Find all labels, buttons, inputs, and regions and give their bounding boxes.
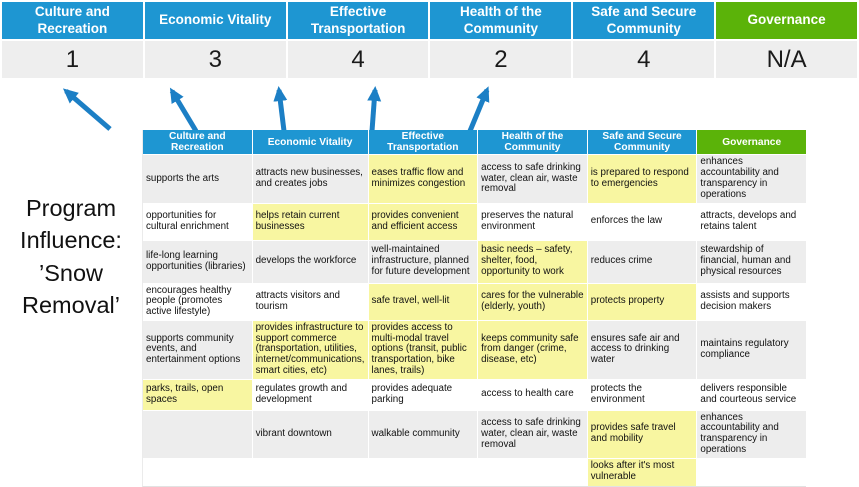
scoreboard-score-health-of-the-community: 2 bbox=[430, 41, 571, 78]
matrix-cell-safe-and-secure-community: looks after it's most vulnerable bbox=[588, 459, 697, 486]
matrix-header-culture-and-recreation: Culture and Recreation bbox=[143, 130, 252, 154]
scoreboard-header-culture-and-recreation: Culture and Recreation bbox=[2, 2, 143, 39]
scoreboard-score-effective-transportation: 4 bbox=[288, 41, 429, 78]
matrix-cell-economic-vitality: provides infrastructure to support commerce (transportation, utilities, internet/communications, smart cities, etc) bbox=[253, 321, 368, 379]
scoreboard-header-health-of-the-community: Health of the Community bbox=[430, 2, 571, 39]
arrow-lines bbox=[66, 90, 487, 131]
matrix-cell-governance: enhances accountability and transparency in operations bbox=[697, 411, 806, 458]
matrix-cell-economic-vitality: attracts visitors and tourism bbox=[253, 284, 368, 320]
matrix-cell-culture-and-recreation: encourages healthy people (promotes active lifestyle) bbox=[143, 284, 252, 320]
matrix-header-safe-and-secure-community: Safe and Secure Community bbox=[588, 130, 697, 154]
matrix-cell-culture-and-recreation: parks, trails, open spaces bbox=[143, 380, 252, 410]
matrix-cell-governance: stewardship of financial, human and physical resources bbox=[697, 241, 806, 283]
matrix-cell-effective-transportation: eases traffic flow and minimizes congestion bbox=[369, 155, 478, 202]
matrix-cell-effective-transportation: well-maintained infrastructure, planned for future development bbox=[369, 241, 478, 283]
matrix-header-economic-vitality: Economic Vitality bbox=[253, 130, 368, 154]
matrix-cell-effective-transportation bbox=[369, 459, 478, 486]
matrix-cell-economic-vitality: vibrant downtown bbox=[253, 411, 368, 458]
matrix-header-health-of-the-community: Health of the Community bbox=[478, 130, 587, 154]
influence-arrows bbox=[0, 80, 859, 135]
matrix-cell-governance: assists and supports decision makers bbox=[697, 284, 806, 320]
matrix-cell-culture-and-recreation: supports the arts bbox=[143, 155, 252, 202]
matrix-cell-health-of-the-community bbox=[478, 459, 587, 486]
matrix-cell-effective-transportation: provides adequate parking bbox=[369, 380, 478, 410]
matrix-cell-economic-vitality: helps retain current businesses bbox=[253, 204, 368, 240]
matrix-cell-safe-and-secure-community: provides safe travel and mobility bbox=[588, 411, 697, 458]
program-influence-title: Program Influence: ’Snow Removal’ bbox=[20, 195, 122, 319]
scoreboard-header-safe-and-secure-community: Safe and Secure Community bbox=[573, 2, 714, 39]
matrix-cell-safe-and-secure-community: enforces the law bbox=[588, 204, 697, 240]
scoreboard-score-economic-vitality: 3 bbox=[145, 41, 286, 78]
matrix-cell-safe-and-secure-community: is prepared to respond to emergencies bbox=[588, 155, 697, 202]
matrix-cell-effective-transportation: provides access to multi-modal travel options (transit, public transportation, bike lanes, trails) bbox=[369, 321, 478, 379]
scoreboard-score-safe-and-secure-community: 4 bbox=[573, 41, 714, 78]
matrix-cell-culture-and-recreation: opportunities for cultural enrichment bbox=[143, 204, 252, 240]
benefit-matrix-table bbox=[142, 130, 806, 487]
matrix-cell-culture-and-recreation: life-long learning opportunities (libraries) bbox=[143, 241, 252, 283]
matrix-cell-governance: maintains regulatory compliance bbox=[697, 321, 806, 379]
matrix-header-effective-transportation: Effective Transportation bbox=[369, 130, 478, 154]
scoreboard-header-economic-vitality: Economic Vitality bbox=[145, 2, 286, 39]
scoreboard bbox=[2, 2, 857, 78]
matrix-cell-economic-vitality: regulates growth and development bbox=[253, 380, 368, 410]
matrix-cell-safe-and-secure-community: protects the environment bbox=[588, 380, 697, 410]
scoreboard-score-culture-and-recreation: 1 bbox=[2, 41, 143, 78]
matrix-cell-health-of-the-community: cares for the vulnerable (elderly, youth) bbox=[478, 284, 587, 320]
matrix-cell-health-of-the-community: access to health care bbox=[478, 380, 587, 410]
matrix-cell-safe-and-secure-community: reduces crime bbox=[588, 241, 697, 283]
matrix-cell-health-of-the-community: keeps community safe from danger (crime, disease, etc) bbox=[478, 321, 587, 379]
matrix-cell-effective-transportation: provides convenient and efficient access bbox=[369, 204, 478, 240]
matrix-cell-health-of-the-community: basic needs – safety, shelter, food, opportunity to work bbox=[478, 241, 587, 283]
matrix-cell-governance: attracts, develops and retains talent bbox=[697, 204, 806, 240]
matrix-cell-governance: delivers responsible and courteous service bbox=[697, 380, 806, 410]
matrix-cell-effective-transportation: safe travel, well-lit bbox=[369, 284, 478, 320]
matrix-cell-culture-and-recreation bbox=[143, 411, 252, 458]
matrix-cell-health-of-the-community: preserves the natural environment bbox=[478, 204, 587, 240]
matrix-cell-culture-and-recreation: supports community events, and entertainment options bbox=[143, 321, 252, 379]
matrix-cell-health-of-the-community: access to safe drinking water, clean air, waste removal bbox=[478, 411, 587, 458]
matrix-cell-economic-vitality: develops the workforce bbox=[253, 241, 368, 283]
matrix-cell-safe-and-secure-community: protects property bbox=[588, 284, 697, 320]
matrix-cell-governance bbox=[697, 459, 806, 486]
matrix-cell-health-of-the-community: access to safe drinking water, clean air, waste removal bbox=[478, 155, 587, 202]
scoreboard-header-governance: Governance bbox=[716, 2, 857, 39]
matrix-cell-culture-and-recreation bbox=[143, 459, 252, 486]
scoreboard-score-governance: N/A bbox=[716, 41, 857, 78]
matrix-cell-safe-and-secure-community: ensures safe air and access to drinking water bbox=[588, 321, 697, 379]
matrix-cell-governance: enhances accountability and transparency in operations bbox=[697, 155, 806, 202]
scoreboard-header-effective-transportation: Effective Transportation bbox=[288, 2, 429, 39]
matrix-header-governance: Governance bbox=[697, 130, 806, 154]
matrix-cell-economic-vitality: attracts new businesses, and creates jobs bbox=[253, 155, 368, 202]
matrix-cell-economic-vitality bbox=[253, 459, 368, 486]
matrix-cell-effective-transportation: walkable community bbox=[369, 411, 478, 458]
